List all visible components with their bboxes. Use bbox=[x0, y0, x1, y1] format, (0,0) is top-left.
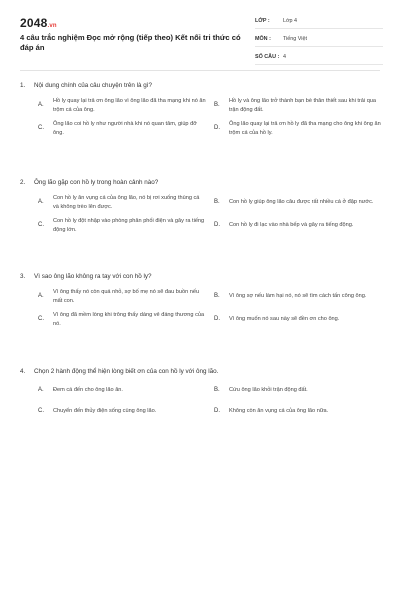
option-letter: D. bbox=[214, 222, 220, 229]
option-c[interactable] bbox=[38, 217, 206, 234]
question-number: 1. bbox=[20, 82, 26, 89]
option-d[interactable] bbox=[214, 311, 382, 328]
option-text: Vì ông muốn nó sau này sẽ đền ơn cho ông. bbox=[229, 316, 340, 323]
option-text: Cứu ông lão khỏi trận động đất. bbox=[229, 387, 308, 393]
question-text bbox=[20, 368, 382, 375]
option-a[interactable] bbox=[38, 97, 206, 114]
option-letter: A. bbox=[38, 199, 44, 206]
option-a[interactable] bbox=[38, 194, 206, 211]
option-a[interactable] bbox=[38, 288, 206, 305]
question-3 bbox=[20, 273, 382, 328]
option-b[interactable] bbox=[214, 97, 382, 114]
question-1 bbox=[20, 82, 382, 137]
logo-number: 2048 bbox=[20, 16, 48, 30]
option-letter: B. bbox=[214, 387, 220, 393]
option-c[interactable] bbox=[38, 120, 206, 137]
option-letter: A. bbox=[38, 387, 44, 393]
question-number: 2. bbox=[20, 179, 26, 186]
question-number: 3. bbox=[20, 273, 26, 280]
meta-row-subject bbox=[255, 32, 383, 47]
option-a[interactable] bbox=[38, 386, 206, 395]
meta-row-grade bbox=[255, 14, 383, 29]
option-text: Đem cá đến cho ông lão ăn. bbox=[53, 387, 123, 393]
question-text bbox=[20, 179, 382, 186]
document-title: 4 câu trắc nghiệm Đọc mở rộng (tiếp theo) Kết nối tri thức có đáp án bbox=[20, 33, 241, 52]
header-divider bbox=[20, 70, 380, 71]
option-text: Không còn ăn vụng cá của ông lão nữa. bbox=[229, 407, 329, 414]
options-grid bbox=[38, 97, 382, 137]
option-text: Con hồ ly giúp ông lão câu được rất nhiều cá ở đập nước. bbox=[229, 199, 374, 206]
options-grid bbox=[38, 386, 382, 415]
meta-row-count bbox=[255, 50, 383, 65]
option-d[interactable] bbox=[214, 407, 382, 416]
question-number: 4. bbox=[20, 368, 26, 375]
option-d[interactable] bbox=[214, 217, 382, 234]
options-grid bbox=[38, 288, 382, 328]
meta-key: LỚP : bbox=[255, 18, 270, 24]
option-letter: C. bbox=[38, 407, 44, 414]
option-b[interactable] bbox=[214, 288, 382, 305]
option-letter: D. bbox=[214, 407, 220, 414]
site-logo[interactable] bbox=[20, 16, 57, 30]
option-text: Ông lão coi hồ ly như người nhà khi nó quan tâm, giúp đỡ ông. bbox=[53, 121, 197, 136]
option-text: Con hồ ly ăn vụng cá của ông lão, nó bị rơi xuống thùng cá và không trèo lên được. bbox=[53, 195, 200, 210]
option-letter: A. bbox=[38, 102, 44, 109]
option-text: Con hồ ly đột nhập vào phòng phân phối điện và gây ra tiếng động lớn. bbox=[53, 218, 205, 233]
option-text: Con hồ ly đi lạc vào nhà bếp và gây ra tiếng động. bbox=[229, 222, 354, 229]
question-prompt: Nội dung chính của câu chuyện trên là gì? bbox=[34, 82, 152, 89]
option-letter: C. bbox=[38, 222, 44, 229]
question-prompt: Vì sao ông lão không ra tay với con hồ ly? bbox=[34, 273, 152, 280]
option-b[interactable] bbox=[214, 386, 382, 395]
option-letter: D. bbox=[214, 125, 220, 132]
options-grid bbox=[38, 194, 382, 234]
question-4 bbox=[20, 368, 382, 415]
meta-key: MÔN : bbox=[255, 36, 271, 42]
meta-value: 4 bbox=[283, 54, 286, 60]
option-c[interactable] bbox=[38, 311, 206, 328]
option-text: Ông lão quay lại trả ơn hồ ly đã tha mạng cho ông khi ông ăn trộm cá của hồ ly. bbox=[229, 121, 381, 136]
option-text: Hồ ly quay lại trả ơn ông lão vì ông lão đã tha mạng khi nó ăn trộm cá của ông. bbox=[53, 98, 206, 113]
option-text: Chuyển đến thủy điện sống cùng ông lão. bbox=[53, 407, 157, 414]
option-letter: C. bbox=[38, 316, 44, 323]
option-b[interactable] bbox=[214, 194, 382, 211]
option-text: Vì ông đã mềm lòng khi trông thấy dáng vẻ đáng thương của nó. bbox=[53, 312, 205, 327]
option-letter: B. bbox=[214, 293, 220, 300]
meta-value: Tiếng Việt bbox=[283, 36, 307, 42]
option-letter: C. bbox=[38, 125, 44, 132]
question-prompt: Chọn 2 hành động thể hiện lòng biết ơn của con hồ ly với ông lão. bbox=[34, 368, 219, 375]
question-text bbox=[20, 273, 382, 280]
question-prompt: Ông lão gặp con hồ ly trong hoàn cảnh nào? bbox=[34, 179, 159, 186]
meta-value: Lớp 4 bbox=[283, 18, 298, 24]
option-text: Hồ ly và ông lão trở thành bạn bè thân thiết sau khi trải qua trận động đất. bbox=[229, 98, 377, 113]
option-c[interactable] bbox=[38, 407, 206, 416]
option-d[interactable] bbox=[214, 120, 382, 137]
logo-suffix: .vn bbox=[47, 23, 57, 29]
option-letter: D. bbox=[214, 316, 220, 323]
option-text: Vì ông sợ nếu làm hại nó, nó sẽ tìm cách tấn công ông. bbox=[229, 293, 367, 300]
question-2 bbox=[20, 179, 382, 234]
meta-key: SỐ CÂU : bbox=[255, 54, 280, 60]
option-letter: B. bbox=[214, 199, 220, 206]
question-text bbox=[20, 82, 382, 89]
option-letter: A. bbox=[38, 293, 44, 300]
meta-info bbox=[255, 14, 383, 68]
option-letter: B. bbox=[214, 102, 220, 109]
option-text: Vì ông thấy nó còn quá nhỏ, sợ bố mẹ nó sẽ đau buồn nếu mất con. bbox=[53, 289, 200, 304]
